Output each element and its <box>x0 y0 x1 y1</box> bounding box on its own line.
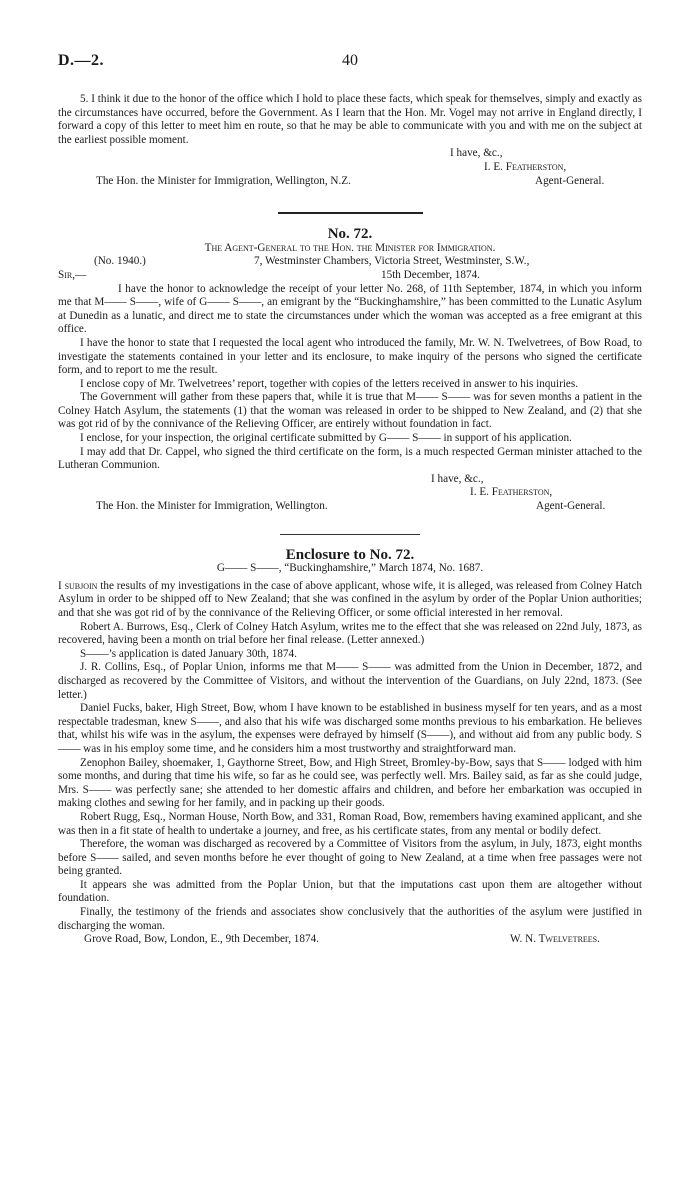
enclosure-title: Enclosure to No. 72. <box>285 546 415 563</box>
signatory: I. E. Featherston, <box>470 486 553 499</box>
signatory-title: Agent-General. <box>535 174 605 187</box>
addressee-line <box>58 500 642 514</box>
paragraph: J. R. Collins, Esq., of Poplar Union, informs me that M—— S—— was admitted from the Union in December, 1872, and discharged as recovered by the Committee of Visitors, and without the intervention of the Guardians, on July 22nd, 1873. (See letter.) <box>58 661 642 701</box>
signatory-title: Agent-General. <box>536 500 606 513</box>
enclosure-subtitle: G—— S——, “Buckinghamshire,” March 1874, No. 1687. <box>216 562 484 575</box>
document-reference: D.—2. <box>58 52 105 69</box>
letter-title: No. 72. <box>327 226 373 243</box>
place-date-signatory-line <box>58 933 642 947</box>
paragraph: I have the honor to acknowledge the receipt of your letter No. 268, of 11th September, 1874, in which you inform me that M—— S——, wife of G—— S——, an emigrant by the “Buckinghamshire,” has been committed to the Lunatic Asylum at Dunedin as a lunatic, and direct me to state the circumstances under which the woman was accepted as a free emigrant at this office. <box>58 282 642 336</box>
letter-address: 7, Westminster Chambers, Victoria Street, Westminster, S.W., <box>254 255 530 268</box>
paragraph: Robert A. Burrows, Esq., Clerk of Colney Hatch Asylum, writes me to the effect that she was released on 22nd July, 1873, as recovered, having been a month on trial before her final release. (Letter annexed.) <box>58 620 642 647</box>
signatory: W. N. Twelvetrees. <box>510 933 600 946</box>
paragraph: S——’s application is dated January 30th, 1874. <box>80 647 297 660</box>
paragraph: Finally, the testimony of the friends and associates show conclusively that the authorities of the asylum were justified in discharging the woman. <box>58 906 642 932</box>
ref-address-line <box>58 255 642 269</box>
paragraph: Zenophon Bailey, shoemaker, 1, Gaythorne Street, Bow, and High Street, Bromley-by-Bow, says that S—— lodged with him some months, and during that time his wife, so far as he could see, was perfectly well. Mrs. Bailey said, as far as she could judge, Mrs. S—— was perfectly sane; she attended to her domestic affairs and children, and before her embarkation was occupied in making clothes and sewing for her family, and in packing up their goods. <box>58 756 642 810</box>
page-number: 40 <box>342 52 358 69</box>
enclosure-to-no-72 <box>58 546 642 947</box>
opening-text: the results of my investigations in the case of above applicant, whose wife, it is alleged, was released from Colney Hatch Asylum in order to be shipped off to New Zealand; that she was confined in the asylum by order of the Poplar Union authorities; and that she was got rid of by the connivance of the Relieving Officer, or some official interested in her removal. <box>58 579 642 619</box>
paragraph: The Government will gather from these papers that, while it is true that M—— S—— was for seven months a patient in the Colney Hatch Asylum, the statements (1) that the woman was released in order to be shipped to New Zealand, and (2) that she was got rid of by the connivance of the Relieving Officer, are entirely without foundation in fact. <box>58 391 642 431</box>
signatory: I. E. Featherston, <box>484 160 567 173</box>
closing: I have, &c., <box>450 147 503 160</box>
paragraph: I enclose copy of Mr. Twelvetrees’ report, together with copies of the letters received in answer to his inquiries. <box>80 377 579 390</box>
page-body <box>58 93 642 947</box>
addressee: The Hon. the Minister for Immigration, Wellington, N.Z. <box>96 174 351 187</box>
paragraph: Robert Rugg, Esq., Norman House, North Bow, and 331, Roman Road, Bow, remembers having examined applicant, and she was then in a fit state of health to undertake a journey, and free, as his certificate states, from any mental or bodily defect. <box>58 810 642 837</box>
paragraph: I have the honor to state that I requested the local agent who introduced the family, Mr. W. N. Twelvetrees, of Bow Road, to investigate the statements contained in your letter and its enclosure, to make inquiry of the persons who signed the certificate form, and to report to me the result. <box>58 336 642 377</box>
previous-letter-end <box>58 93 642 188</box>
addressee-line <box>58 175 642 189</box>
letter-date: 15th December, 1874. <box>381 268 480 281</box>
place-date: Grove Road, Bow, London, E., 9th December, 1874. <box>84 933 319 946</box>
addressee: The Hon. the Minister for Immigration, Wellington. <box>96 500 328 513</box>
salutation: Sir,— <box>58 268 87 281</box>
paragraph: 5. I think it due to the honor of the office which I hold to place these facts, which speak for themselves, simply and exactly as the circumstances have occurred, before the Government. As I learn that the Hon. Mr. Vogel may not arrive in England directly, I forward a copy of this letter to meet him en route, so that he may be able to communicate with you and with me on the subject at the earliest possible moment. <box>58 93 642 146</box>
paragraph: I enclose, for your inspection, the original certificate submitted by G—— S—— in support of his application. <box>80 432 572 445</box>
signatory-line <box>58 486 642 500</box>
salutation-date-line <box>58 269 642 283</box>
opening-words: I subjoin <box>58 579 98 592</box>
page-header <box>58 52 642 74</box>
paragraph: It appears she was admitted from the Poplar Union, but that the imputations cast upon them are altogether without foundation. <box>58 878 642 905</box>
letter-no-72 <box>58 228 642 513</box>
paragraph <box>58 580 642 621</box>
letter-subtitle: The Agent-General to the Hon. the Minister for Immigration. <box>204 241 496 254</box>
closing: I have, &c., <box>431 472 484 485</box>
paragraph: Daniel Fucks, baker, High Street, Bow, whom I have known to be established in business myself for ten years, and as a most respectable tradesman, knew S——, and also that his wife was discharged some months previous to his embarkation. He believes that, whilst his wife was in the asylum, the expenses were defrayed by himself (S——), and without aid from any public body. S—— was in his employ some time, and he considers him a most trustworthy and straightforward man. <box>58 702 642 755</box>
paragraph: I may add that Dr. Cappel, who signed the third certificate on the form, is a much respected German minister attached to the Lutheran Communion. <box>58 445 642 472</box>
letter-ref-number: (No. 1940.) <box>94 255 146 268</box>
closing-line <box>58 147 642 161</box>
paragraph: Therefore, the woman was discharged as recovered by a Committee of Visitors from the asylum, in July, 1873, eight months before S—— sailed, and seven months before he ever thought of going to New Zealand, at a time when free passages were not being granted. <box>58 838 642 878</box>
signatory-line <box>58 161 642 175</box>
closing-line <box>58 473 642 487</box>
